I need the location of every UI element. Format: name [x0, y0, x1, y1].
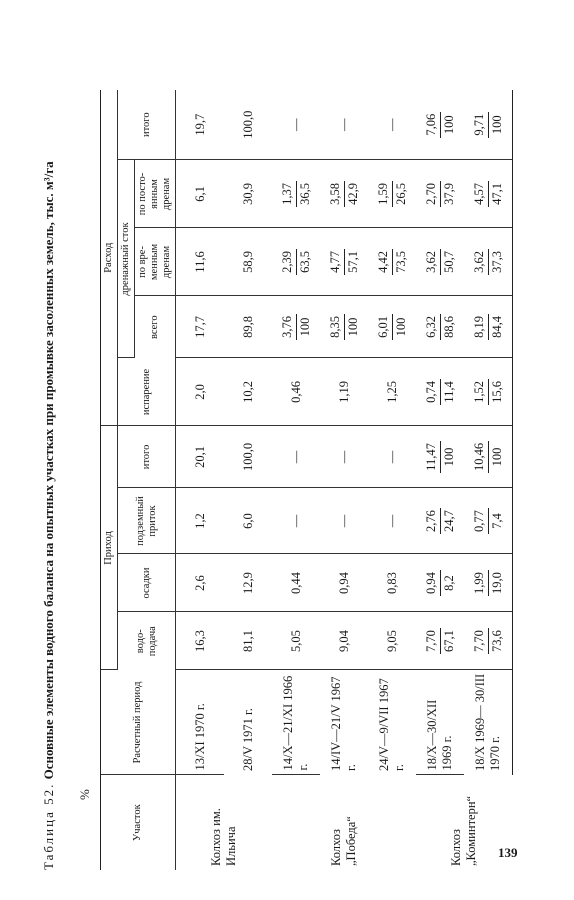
cell-drain-total [464, 296, 513, 358]
cell-income-total: — [272, 426, 320, 488]
cell-drain-temp [272, 228, 320, 296]
cell-period: 14/IV—21/V 1967 г. [329, 676, 358, 771]
frac-num: 4,42 [376, 249, 393, 275]
table-title: Основные элементы водного баланса на опытных участках при промывке засоленных земель, [41, 222, 56, 780]
col-header-water-supply: водо-подача [118, 612, 176, 670]
cell-underground [464, 488, 513, 554]
col-header-drain-perm: по посто-янным дренам [135, 160, 176, 228]
cell-drain-total [368, 296, 416, 358]
cell-drain-temp: 11,6 [176, 228, 225, 296]
table-row [368, 90, 416, 870]
cell-drain-temp [416, 228, 464, 296]
col-header-income: Приход [101, 426, 118, 670]
frac-num: 3,76 [280, 314, 297, 340]
frac-den: 50,7 [441, 251, 456, 273]
cell-precip [464, 554, 513, 612]
cell-water-supply [464, 612, 513, 670]
frac-num: 3,62 [472, 249, 489, 275]
cell-income-total: 20,1 [176, 426, 225, 488]
cell-precip [416, 554, 464, 612]
col-header-plot: Участок [101, 775, 176, 870]
col-header-evaporation: испарение [118, 358, 176, 426]
cell-income-total [464, 426, 513, 488]
frac-num: 2,76 [424, 508, 441, 534]
cell-expense-total: — [320, 90, 368, 160]
table-row [464, 90, 513, 870]
cell-period: 13/XI 1970 г. [176, 670, 225, 775]
cell-precip: 0,83 [368, 554, 416, 612]
frac-den: 8,2 [441, 575, 456, 591]
frac-num: 4,57 [472, 181, 489, 207]
frac-num: 6,32 [424, 314, 441, 340]
cell-expense-total [416, 90, 464, 160]
cell-water-supply [416, 612, 464, 670]
cell-expense-total: 100,0 [224, 90, 272, 160]
cell-underground [416, 488, 464, 554]
col-header-drain-total: всего [135, 296, 176, 358]
frac-den: 24,7 [441, 510, 456, 532]
cell-evaporation: 1,19 [320, 358, 368, 426]
cell-drain-temp [320, 228, 368, 296]
col-header-income-total: итого [118, 426, 176, 488]
cell-drain-temp [464, 228, 513, 296]
frac-den: 84,4 [489, 316, 504, 338]
cell-drain-temp: 58,9 [224, 228, 272, 296]
col-header-precip: осадки [118, 554, 176, 612]
cell-underground: 6,0 [224, 488, 272, 554]
cell-expense-total: — [272, 90, 320, 160]
frac-num: 3,58 [328, 181, 345, 207]
cell-water-supply: 5,05 [272, 612, 320, 670]
table-row [224, 90, 272, 870]
cell-income-total: 100,0 [224, 426, 272, 488]
table-row [416, 90, 464, 870]
frac-num: 3,62 [424, 249, 441, 275]
cell-drain-perm [368, 160, 416, 228]
table-label: Таблица 52. [41, 782, 56, 870]
frac-den: 15,6 [489, 381, 504, 403]
cell-expense-total: — [368, 90, 416, 160]
frac-num: 6,01 [376, 314, 393, 340]
cell-period: 28/V 1971 г. [240, 708, 255, 771]
cell-underground: 1,2 [176, 488, 225, 554]
cell-expense-total: 19,7 [176, 90, 225, 160]
col-header-expense-total: итого [118, 90, 176, 160]
frac-den: 100 [441, 115, 456, 135]
table-row [176, 90, 225, 870]
cell-evaporation: 10,2 [224, 358, 272, 426]
cell-precip: 2,6 [176, 554, 225, 612]
cell-plot: Колхоз „Коминтерн“ [449, 795, 479, 866]
frac-num: 9,71 [472, 112, 489, 138]
frac-den: 100 [441, 447, 456, 467]
frac-num: 1,99 [472, 570, 489, 596]
cell-period: 14/X—21/XI 1966 г. [272, 670, 320, 775]
frac-den: 100 [345, 317, 360, 337]
frac-den: 100 [489, 447, 504, 467]
frac-num: 2,70 [424, 181, 441, 207]
cell-drain-perm [320, 160, 368, 228]
col-header-expense: Расход [101, 90, 118, 426]
cell-water-supply: 9,04 [320, 612, 368, 670]
frac-num: 1,59 [376, 181, 393, 207]
cell-underground: — [272, 488, 320, 554]
cell-period: 24/V—9/VII 1967 г. [377, 678, 406, 771]
frac-num: 0,77 [472, 508, 489, 534]
cell-drain-total: 17,7 [176, 296, 225, 358]
frac-den: 19,0 [489, 572, 504, 594]
cell-drain-total [320, 296, 368, 358]
frac-den: 36,5 [297, 183, 312, 205]
cell-evaporation [416, 358, 464, 426]
cell-drain-total [272, 296, 320, 358]
cell-income-total [416, 426, 464, 488]
frac-den: 37,3 [489, 251, 504, 273]
table-row [272, 90, 320, 870]
cell-water-supply: 81,1 [224, 612, 272, 670]
frac-den: 42,9 [345, 183, 360, 205]
col-header-drainage: дренажный сток [118, 160, 135, 358]
frac-den: 100 [489, 115, 504, 135]
frac-den: 73,5 [393, 251, 408, 273]
cell-drain-temp [368, 228, 416, 296]
col-header-underground: подземный приток [118, 488, 176, 554]
frac-num: 10,46 [472, 441, 489, 473]
cell-evaporation: 1,25 [368, 358, 416, 426]
frac-num: 1,52 [472, 379, 489, 405]
frac-num: 0,94 [424, 570, 441, 596]
frac-den: 100 [393, 317, 408, 337]
cell-precip: 12,9 [224, 554, 272, 612]
cell-evaporation: 0,46 [272, 358, 320, 426]
cell-income-total: — [368, 426, 416, 488]
cell-drain-perm: 30,9 [224, 160, 272, 228]
cell-drain-perm [416, 160, 464, 228]
col-header-drain-temp: по вре-менным дренам [135, 228, 176, 296]
table-percent-note: % [77, 789, 92, 800]
water-balance-table [100, 90, 513, 870]
cell-underground: — [320, 488, 368, 554]
col-header-period: Расчетный период [101, 670, 176, 775]
rotated-content [40, 30, 560, 870]
frac-den: 7,4 [489, 513, 504, 529]
frac-num: 0,74 [424, 379, 441, 405]
page-number: 139 [498, 845, 518, 860]
frac-den: 37,9 [441, 183, 456, 205]
frac-num: 7,06 [424, 112, 441, 138]
cell-evaporation: 2,0 [176, 358, 225, 426]
frac-den: 47,1 [489, 183, 504, 205]
cell-drain-total [416, 296, 464, 358]
frac-den: 26,5 [393, 183, 408, 205]
frac-num: 2,39 [280, 249, 297, 275]
table-units: тыс. м³/га [41, 161, 56, 219]
cell-period: 18/X 1969— 30/III 1970 г. [464, 670, 513, 775]
frac-den: 100 [297, 317, 312, 337]
cell-precip: 0,44 [272, 554, 320, 612]
cell-plot: Колхоз им. Ильича [209, 808, 238, 866]
cell-underground: — [368, 488, 416, 554]
frac-den: 88,6 [441, 316, 456, 338]
cell-drain-perm [272, 160, 320, 228]
cell-drain-perm [464, 160, 513, 228]
frac-num: 4,77 [328, 249, 345, 275]
cell-income-total: — [320, 426, 368, 488]
frac-num: 8,19 [472, 314, 489, 340]
cell-water-supply: 9,05 [368, 612, 416, 670]
cell-drain-perm: 6,1 [176, 160, 225, 228]
frac-num: 7,70 [472, 628, 489, 654]
cell-water-supply: 16,3 [176, 612, 225, 670]
frac-den: 67,1 [441, 630, 456, 652]
cell-period: 18/X—30/XII 1969 г. [416, 670, 464, 775]
cell-drain-total: 89,8 [224, 296, 272, 358]
cell-plot: Колхоз „Победа“ [329, 816, 358, 866]
frac-den: 11,4 [441, 381, 456, 403]
cell-precip: 0,94 [320, 554, 368, 612]
table-row [320, 90, 368, 870]
frac-num: 8,35 [328, 314, 345, 340]
frac-den: 63,5 [297, 251, 312, 273]
frac-num: 11,47 [424, 441, 441, 473]
frac-den: 73,6 [489, 630, 504, 652]
cell-evaporation [464, 358, 513, 426]
frac-num: 1,37 [280, 181, 297, 207]
table-caption [40, 30, 58, 870]
frac-den: 57,1 [345, 251, 360, 273]
cell-expense-total [464, 90, 513, 160]
frac-num: 7,70 [424, 628, 441, 654]
